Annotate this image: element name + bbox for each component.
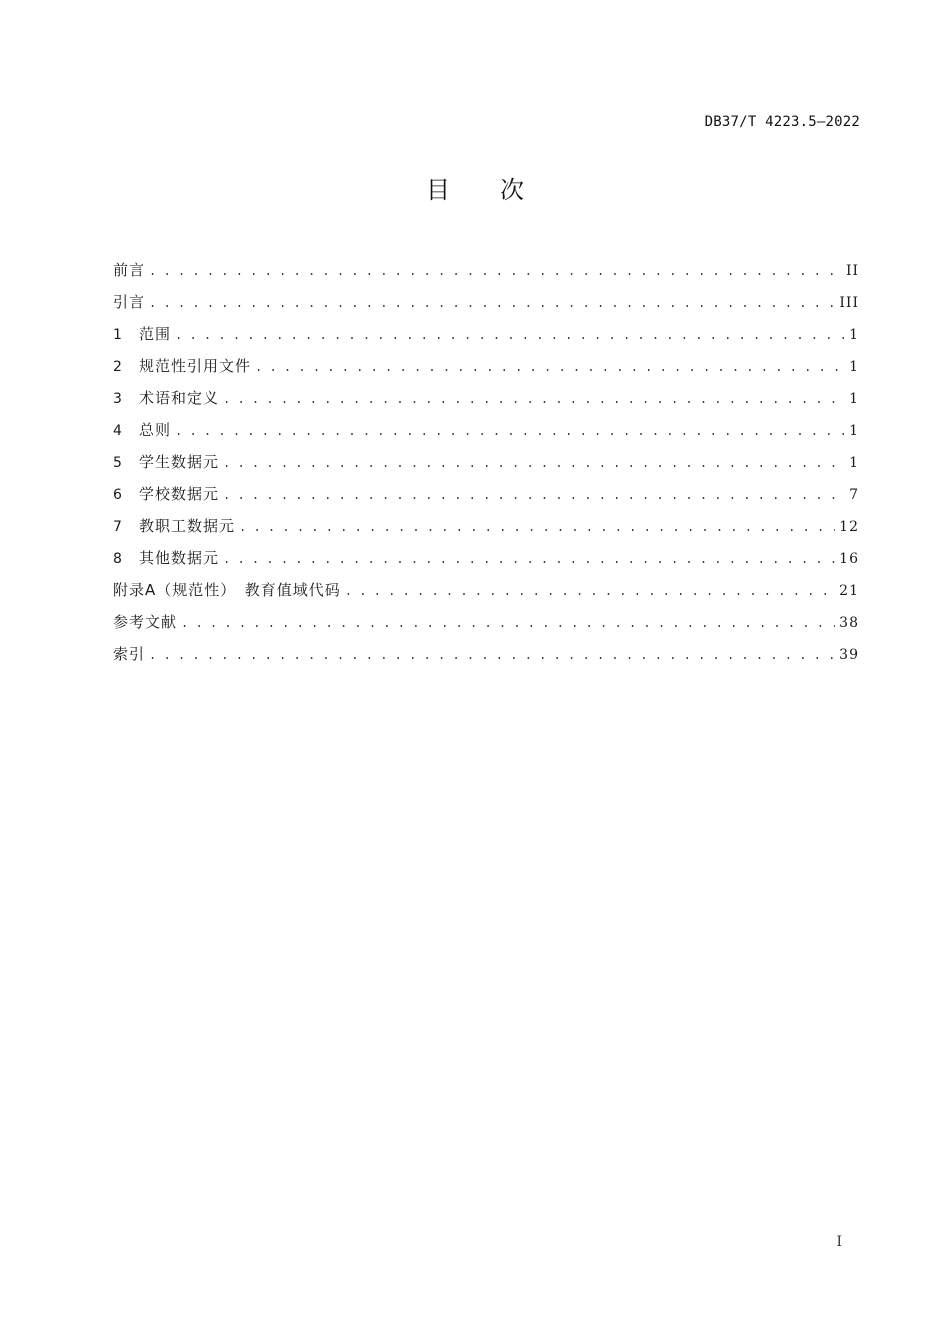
toc-entry[interactable] bbox=[113, 416, 859, 448]
toc-entry[interactable] bbox=[113, 352, 859, 384]
toc-entry[interactable] bbox=[113, 608, 859, 640]
toc-leader-dots bbox=[175, 417, 845, 445]
toc-entry-label: 范围 bbox=[139, 325, 172, 343]
toc-leader-dots bbox=[149, 641, 835, 669]
toc-entry-page: 12 bbox=[839, 519, 859, 535]
toc-leader-dots bbox=[223, 449, 845, 477]
toc-entry-label: 前言 bbox=[113, 261, 146, 279]
toc-leader-dots bbox=[181, 609, 835, 637]
toc-entry-page: 7 bbox=[849, 487, 859, 503]
toc-leader-dots bbox=[239, 513, 835, 541]
toc-entry-page: 21 bbox=[839, 583, 859, 599]
toc-entry-page: III bbox=[839, 295, 859, 311]
toc-leader-dots bbox=[255, 353, 845, 381]
toc-entry-label: 参考文献 bbox=[113, 613, 178, 631]
toc-entry-label: 学校数据元 bbox=[139, 485, 220, 503]
toc-entry-number: 7 bbox=[113, 519, 122, 535]
document-code: DB37/T 4223.5—2022 bbox=[704, 114, 860, 130]
toc-entry-label: 规范性引用文件 bbox=[139, 357, 252, 375]
toc-entry-number: 5 bbox=[113, 455, 122, 471]
toc-entry-page: 38 bbox=[839, 615, 859, 631]
toc-entry[interactable] bbox=[113, 256, 859, 288]
toc-entry-page: 1 bbox=[849, 455, 859, 471]
toc-leader-dots bbox=[149, 289, 835, 317]
toc-entry-label: 学生数据元 bbox=[139, 453, 220, 471]
toc-entry[interactable] bbox=[113, 576, 859, 608]
toc-entry[interactable] bbox=[113, 480, 859, 512]
toc-entry[interactable] bbox=[113, 640, 859, 672]
toc-entry[interactable] bbox=[113, 288, 859, 320]
toc-entry[interactable] bbox=[113, 320, 859, 352]
toc-entry-label: 引言 bbox=[113, 293, 146, 311]
toc-entry-label: 其他数据元 bbox=[139, 549, 220, 567]
toc-leader-dots bbox=[223, 545, 835, 573]
toc-entry-label: 总则 bbox=[139, 421, 172, 439]
toc-entry-number: 8 bbox=[113, 551, 122, 567]
page-number: I bbox=[836, 1234, 842, 1250]
toc-entry-page: 1 bbox=[849, 423, 859, 439]
toc-leader-dots bbox=[223, 385, 845, 413]
toc-leader-dots bbox=[223, 481, 845, 509]
toc-leader-dots bbox=[175, 321, 845, 349]
toc-entry-label: 教职工数据元 bbox=[139, 517, 236, 535]
toc-entry-label: 术语和定义 bbox=[139, 389, 220, 407]
toc-entry-number: 2 bbox=[113, 359, 122, 375]
toc-entry-page: 16 bbox=[839, 551, 859, 567]
toc-entry-page: 1 bbox=[849, 391, 859, 407]
toc-entry[interactable] bbox=[113, 384, 859, 416]
toc-leader-dots bbox=[149, 257, 842, 285]
toc-entry-page: 1 bbox=[849, 359, 859, 375]
toc-entry-number: 1 bbox=[113, 327, 122, 343]
toc-entry-label: 附录A（规范性） 教育值域代码 bbox=[113, 581, 341, 599]
toc-entry-number: 3 bbox=[113, 391, 122, 407]
toc-leader-dots bbox=[345, 577, 835, 605]
toc-entry-page: II bbox=[845, 263, 859, 279]
toc-entry-number: 4 bbox=[113, 423, 122, 439]
toc-entry-label: 索引 bbox=[113, 645, 146, 663]
toc-entry[interactable] bbox=[113, 448, 859, 480]
toc-entry-number: 6 bbox=[113, 487, 122, 503]
toc-entry[interactable] bbox=[113, 544, 859, 576]
toc-entry[interactable] bbox=[113, 512, 859, 544]
toc-entry-page: 1 bbox=[849, 327, 859, 343]
toc-entry-page: 39 bbox=[839, 647, 859, 663]
page-title: 目次 bbox=[426, 176, 574, 204]
table-of-contents bbox=[113, 256, 859, 672]
